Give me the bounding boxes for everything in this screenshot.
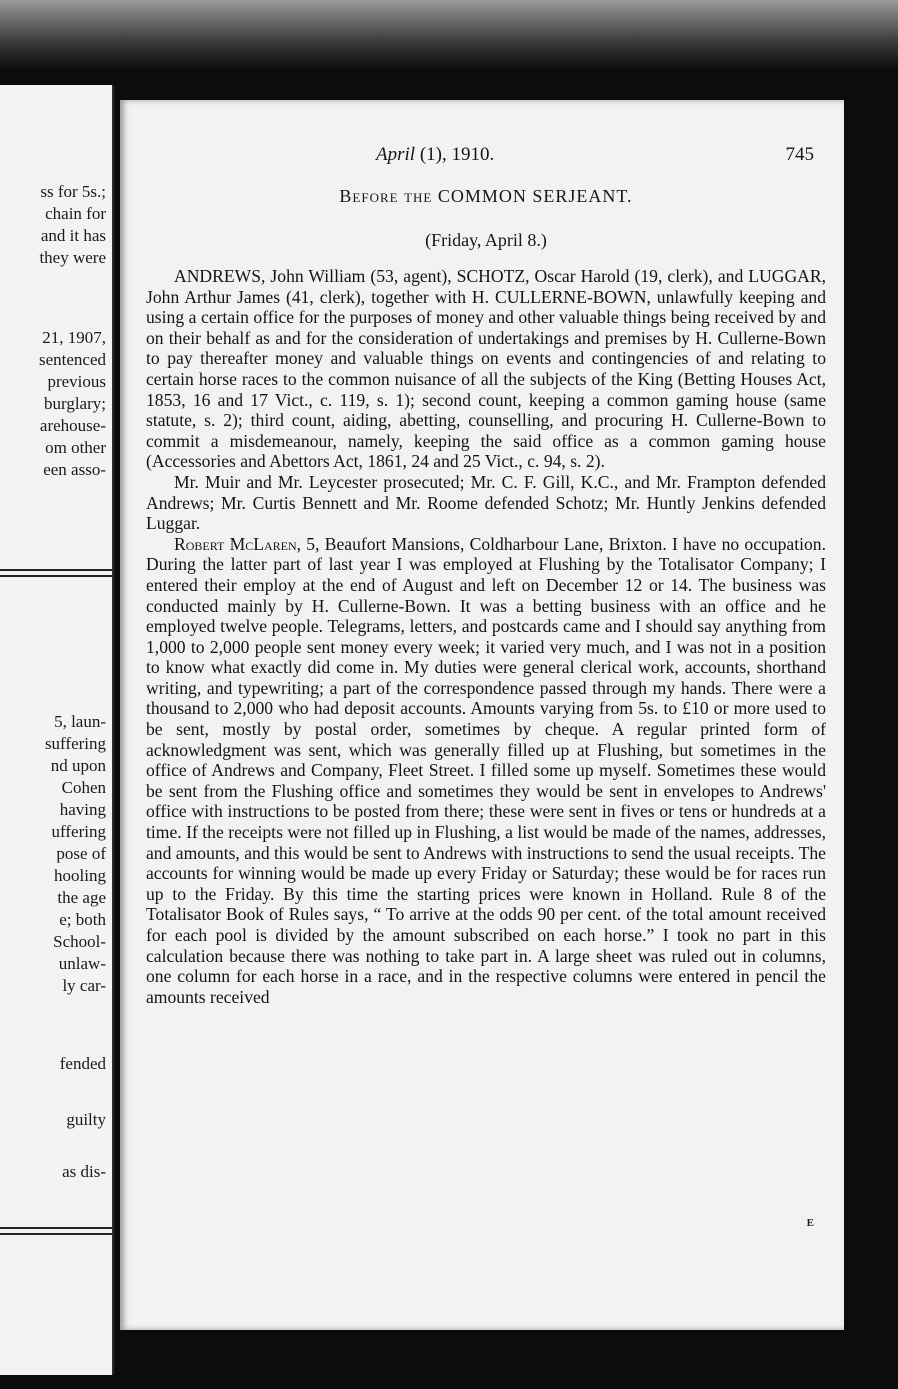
left-line: arehouse- <box>39 416 106 435</box>
left-page-fragment <box>0 85 114 1375</box>
right-page <box>120 100 844 1330</box>
trial-text <box>146 266 826 1007</box>
left-line: uffering <box>51 822 106 841</box>
left-line: and it has <box>40 226 106 245</box>
left-line: hooling <box>54 866 106 885</box>
signature-mark: E <box>806 1217 814 1229</box>
section-rule <box>0 575 112 577</box>
running-header <box>146 144 826 170</box>
section-rule <box>0 569 112 571</box>
left-line: unlaw- <box>58 954 106 973</box>
left-line: pose of <box>56 844 106 863</box>
header-date-rest: (1), 1910. <box>415 144 495 165</box>
court-heading-name: COMMON SERJEANT. <box>432 186 633 206</box>
left-line: e; both <box>59 910 106 929</box>
header-date-month: April <box>376 144 416 165</box>
left-line: een asso- <box>43 460 106 479</box>
section-rule <box>0 1233 112 1235</box>
sitting-date: (Friday, April 8.) <box>425 230 547 250</box>
left-line: they were <box>39 248 106 267</box>
left-line: sentenced <box>38 350 106 369</box>
left-line: as dis- <box>62 1162 106 1181</box>
left-line: burglary; <box>43 394 106 413</box>
left-line: 5, laun- <box>54 712 106 731</box>
page-number: 745 <box>785 144 814 165</box>
header-date <box>376 144 494 166</box>
court-heading-prefix: Before the <box>339 186 433 206</box>
section-rule <box>0 1227 112 1229</box>
witness-name: Robert McLaren <box>174 533 297 554</box>
indictment-paragraph: ANDREWS, John William (53, agent), SCHOTZ, Oscar Harold (19, clerk), and LUGGAR, John Arthur James (41, clerk), together with H. CULLERNE-BOWN, unlawfully keeping and using a certain office for the purposes of money and other valuable things being received by and on their behalf as and for the consideration of undertakings and premises by H. Cullerne-Bown to pay thereafter money and valuable things on events and contingencies of and relating to certain horse races to the common nuisance of all the subjects of the King (Betting Houses Act, 1853, 16 and 17 Vict., c. 119, s. 1); second count, keeping a common gaming house (same statute, s. 2); third count, aiding, abetting, counselling, and procuring H. Cullerne-Bown to commit a misdemeanour, namely, keeping the said office as a common gaming house (Accessories and Abettors Act, 1861, 24 and 25 Vict., c. 94, s. 2). <box>146 266 826 472</box>
counsel-paragraph: Mr. Muir and Mr. Leycester prosecuted; Mr. C. F. Gill, K.C., and Mr. Frampton defended Andrews; Mr. Curtis Bennett and Mr. Roome defended Schotz; Mr. Huntly Jenkins defended Luggar. <box>146 471 826 534</box>
left-line: having <box>59 800 106 819</box>
witness-paragraph <box>146 534 826 1008</box>
left-line: 21, 1907, <box>42 328 106 347</box>
left-line: fended <box>59 1054 106 1073</box>
witness-testimony: , 5, Beaufort Mansions, Coldharbour Lane, Brixton. I have no occupation. During the latter part of last year I was employed at Flushing by the Totalisator Company; I entered their employ at the end of August and left on December 12 or 14. The business was conducted mainly by H. Cullerne-Bown. It was a betting business with an office and he employed twelve people. Telegrams, letters, and postcards came and I should say anything from 1,000 to 2,000 people sent money every week; it varied very much, and I was not in a position to know what exactly did come in. My duties were general clerical work, accounts, shorthand writing, and typewriting; a part of the correspondence passed through my hands. There were a thousand to 2,000 who had deposit accounts. Amounts varying from 5s. to £10 or more used to be sent, mostly by postal order, sometimes by cheque. A regular printed form of acknowledgment was sent, which was generally filled up at Flushing, but sometimes in the office of Andrews and Company, Fleet Street. I filled some up myself. Sometimes these would be sent from the Flushing office and sometimes they would be sent in envelopes to Andrews' office with instructions to be posted from there; these were sent in fives or tens or hundreds at a time. If the receipts were not filled up in Flushing, a list would be made of the names, addresses, and amounts, and this would be sent to Andrews with instructions to send the usual receipts. The accounts for winning would be made up every Friday or Saturday; these would be for races run up to the Friday. By this time the starting prices were known in Holland. Rule 8 of the Totalisator Book of Rules says, “ To arrive at the odds 90 per cent. of the total amount received for each pool is divided by the amount subscribed on each horse.” I took no part in this calculation because there was nothing to take part in. A large sheet was ruled out in columns, one column for each horse in a race, and in the respective columns were entered in pencil the amounts received <box>146 533 826 1007</box>
left-line: Cohen <box>61 778 106 797</box>
left-line: nd upon <box>50 756 106 775</box>
left-line: ss for 5s.; <box>40 182 106 201</box>
left-line: previous <box>47 372 106 391</box>
left-line: suffering <box>44 734 106 753</box>
left-line: guilty <box>66 1110 106 1129</box>
left-line: ly car- <box>62 976 106 995</box>
left-line: the age <box>57 888 106 907</box>
left-line: chain for <box>45 204 106 223</box>
left-line: School- <box>53 932 106 951</box>
left-line: om other <box>45 438 106 457</box>
court-heading <box>146 186 826 207</box>
scan-top-shadow <box>0 0 898 70</box>
